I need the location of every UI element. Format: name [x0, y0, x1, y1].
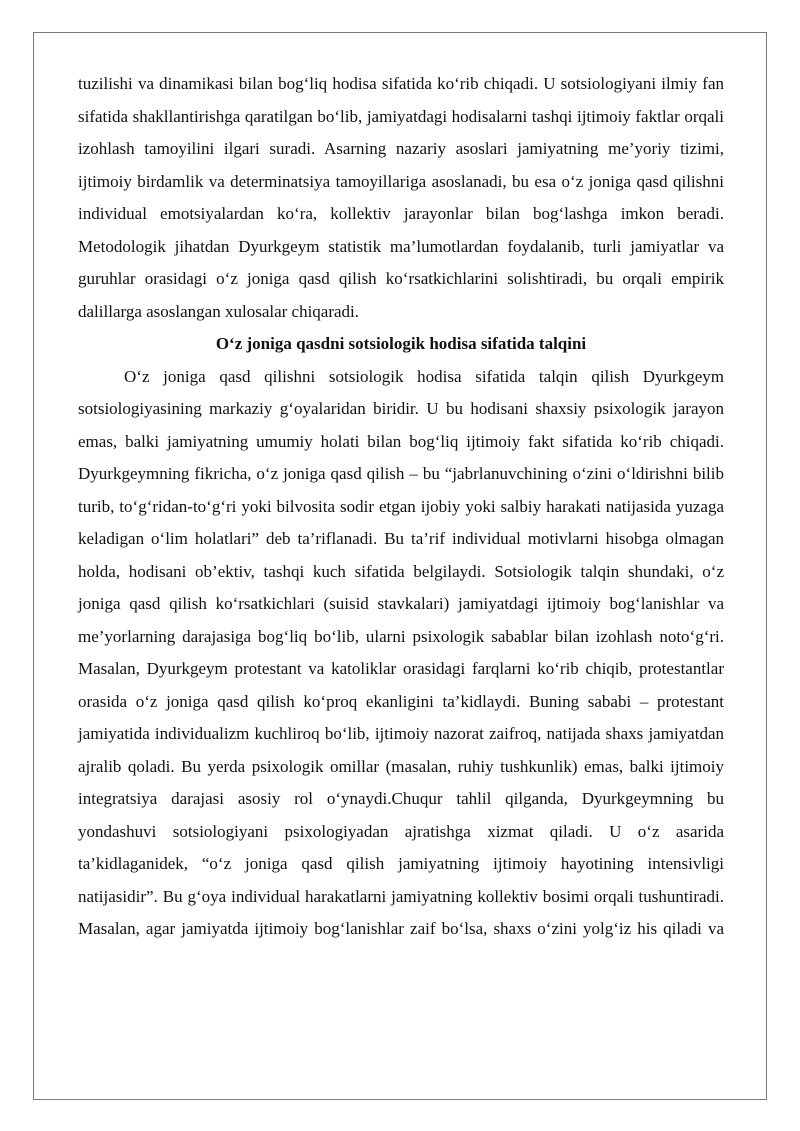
paragraph-1: tuzilishi va dinamikasi bilan bog‘liq hodisa sifatida ko‘rib chiqadi. U sotsiologiyani ilmiy fan sifatida shakllantirishga qaratilgan bo‘lib, jamiyatdagi hodisalarni tashqi ijtimoiy faktlar orqali izohlash tamoyilini ilgari suradi. Asarning nazariy asoslari jamiyatning me’yoriy tizimi, ijtimoiy birdamlik va determinatsiya tamoyillariga asoslanadi, bu esa o‘z joniga qasd qilishni individual emotsiyalardan ko‘ra, kollektiv jarayonlar bilan bog‘lashga imkon beradi. Metodologik jihatdan Dyurkgeym statistik ma’lumotlardan foydalanib, turli jamiyatlar va guruhlar orasidagi o‘z joniga qasd qilish ko‘rsatkichlarini solishtiradi, bu orqali empirik dalillarga asoslangan xulosalar chiqaradi. — [78, 74, 724, 321]
paragraph-2: O‘z joniga qasd qilishni sotsiologik hodisa sifatida talqin qilish Dyurkgeym sotsiologiyasining markaziy g‘oyalaridan biridir. U bu hodisani shaxsiy psixologik jarayon emas, balki jamiyatning umumiy holati bilan bog‘liq ijtimoiy fakt sifatida ko‘rib chiqadi. Dyurkgeymning fikricha, o‘z joniga qasd qilish – bu “jabrlanuvchining o‘zini o‘ldirishni bilib turib, to‘g‘ridan-to‘g‘ri yoki bilvosita sodir etgan ijobiy yoki salbiy harakati natijasida yuzaga keladigan o‘lim holatlari” deb ta’riflanadi. Bu ta’rif individual motivlarni hisobga olmagan holda, hodisani ob’ektiv, tashqi kuch sifatida belgilaydi. Sotsiologik talqin shundaki, o‘z joniga qasd qilish ko‘rsatkichlari (suisid stavkalari) jamiyatdagi ijtimoiy bog‘lanishlar va me’yorlarning darajasiga bog‘liq bo‘lib, ularni psixologik sabablar bilan izohlash noto‘g‘ri. Masalan, Dyurkgeym protestant va katoliklar orasidagi farqlarni ko‘rib chiqib, protestantlar orasida o‘z joniga qasd qilish ko‘proq ekanligini ta’kidlaydi. Buning sababi – protestant jamiyatida individualizm kuchliroq bo‘lib, ijtimoiy nazorat zaifroq, natijada shaxs jamiyatdan ajralib qoladi. Bu yerda psixologik omillar (masalan, ruhiy tushkunlik) emas, balki ijtimoiy integratsiya darajasi asosiy rol o‘ynaydi.Chuqur tahlil qilganda, Dyurkgeymning bu yondashuvi sotsiologiyani psixologiyadan ajratishga xizmat qiladi. U o‘z asarida ta’kidlaganidek, “o‘z joniga qasd qilish jamiyatning ijtimoiy hayotining intensivligi natijasidir”. Bu g‘oya individual harakatlarni jamiyatning kollektiv bosimi orqali tushuntiradi. Masalan, agar jamiyatda ijtimoiy bog‘lanishlar zaif bo‘lsa, shaxs o‘zini yolg‘iz his qiladi va — [78, 366, 724, 938]
document-body — [78, 68, 724, 946]
section-heading: O‘z joniga qasdni sotsiologik hodisa sifatida talqini — [215, 334, 587, 353]
